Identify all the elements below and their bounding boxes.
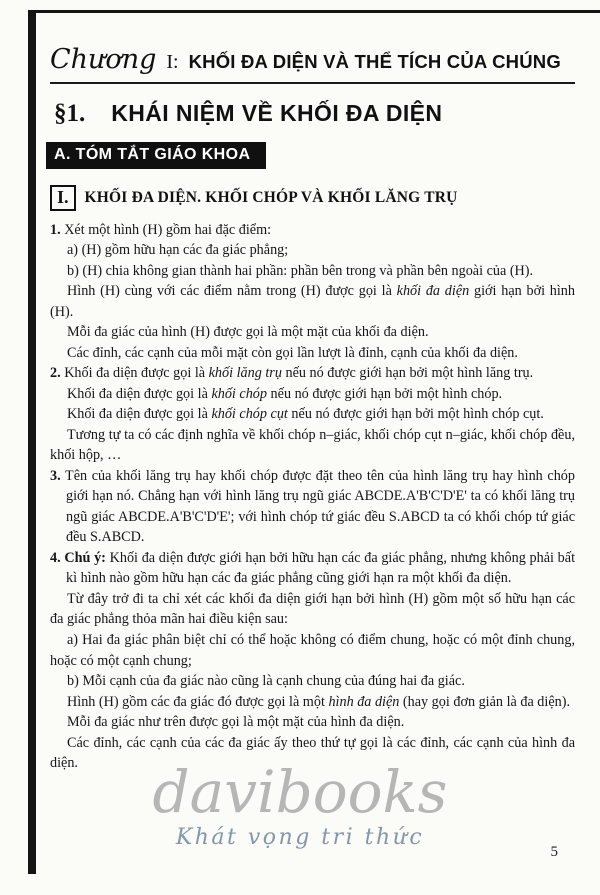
subsection-title: KHỐI ĐA DIỆN. KHỐI CHÓP VÀ KHỐI LĂNG TRỤ [84,188,458,206]
page-border-left [28,10,36,874]
body-text [50,220,575,774]
paragraph: b) (H) chia không gian thành hai phần: phần bên trong và phần bên ngoài của (H). [67,262,534,279]
summary-banner: A. TÓM TẮT GIÁO KHOA [46,142,266,169]
paragraph: Các đỉnh, các cạnh của mỗi mặt còn gọi lần lượt là đỉnh, cạnh của khối đa diện. [67,344,518,361]
paragraph: a) Hai đa giác phân biệt chỉ có thể hoặc không có điểm chung, hoặc có một đỉnh chung, hoặc có một cạnh chung; [50,632,575,669]
paragraph: Mỗi đa giác của hình (H) được gọi là một mặt của khối đa diện. [67,324,429,341]
paragraph: Từ đây trở đi ta chỉ xét các khối đa diện giới hạn bởi hình (H) gồm một số hữu hạn các đa giác phẳng thỏa mãn hai điều kiện sau: [50,590,575,628]
subsection-heading [50,185,575,211]
paragraph: Hình (H) gồm các đa giác đó được gọi là một hình đa diện (hay gọi đơn giản là đa diện). [67,693,570,710]
paragraph: Khối đa diện được gọi là khối chóp cụt nếu nó được giới hạn bởi một hình chóp cụt. [67,406,544,423]
paragraph: Các đỉnh, các cạnh của các đa giác ấy theo thứ tự gọi là các đỉnh, các cạnh của hình đa diện. [50,734,575,772]
chapter-numeral: I: [166,51,179,73]
paragraph: Tương tự ta có các định nghĩa về khối chóp n–giác, khối chóp cụt n–giác, khối chóp đều, khối hộp, … [50,426,575,464]
chapter-title: KHỐI ĐA DIỆN VÀ THỂ TÍCH CỦA CHÚNG [188,51,561,72]
paragraph: 2. Khối đa diện được gọi là khối lăng trụ nếu nó được giới hạn bởi một hình lăng trụ. [50,365,534,382]
paragraph: Khối đa diện được gọi là khối chóp nếu nó được giới hạn bởi một hình chóp. [67,385,503,402]
watermark-slogan: Khát vọng tri thức [175,824,425,850]
watermark [0,758,600,850]
watermark-brand: davibooks [152,758,448,826]
paragraph: a) (H) gồm hữu hạn các đa giác phẳng; [67,242,289,259]
paragraph: 1. Xét một hình (H) gồm hai đặc điểm: [50,221,272,238]
page-border-top [28,10,600,13]
paragraph: 3. Tên của khối lăng trụ hay khối chóp được đặt theo tên của hình lăng trụ hay hình chóp giới hạn nó. Chẳng hạn với hình lăng trụ ngũ giác ABCDE.A'B'C'D'E' ta có khối lăng trụ ngũ giác ABCDE.A'B'C'D'E'; với hình chóp tứ giác đều S.ABCD ta có khối chóp tứ giác đều S.ABCD. [50,467,575,546]
section-number: §1. [54,100,86,127]
chapter-word: Chương [50,44,157,75]
chapter-header [50,44,575,84]
paragraph: Hình (H) cùng với các điểm nằm trong (H) được gọi là khối đa diện giới hạn bởi hình (H). [50,283,575,320]
paragraph: Mỗi đa giác như trên được gọi là một mặt của hình đa diện. [67,714,405,731]
subsection-numeral: I. [50,185,76,211]
section-heading [54,100,575,128]
section-title: KHÁI NIỆM VỀ KHỐI ĐA DIỆN [111,100,443,126]
paragraph: 4. Chú ý: Khối đa diện được giới hạn bởi hữu hạn các đa giác phẳng, nhưng không phải bất kì hình nào gồm hữu hạn các đa giác phẳng cũng giới hạn ra một khối đa diện. [50,549,576,587]
paragraph: b) Mỗi cạnh của đa giác nào cũng là cạnh chung của đúng hai đa giác. [67,673,465,690]
page-number: 5 [550,844,558,860]
page-content [50,44,575,774]
